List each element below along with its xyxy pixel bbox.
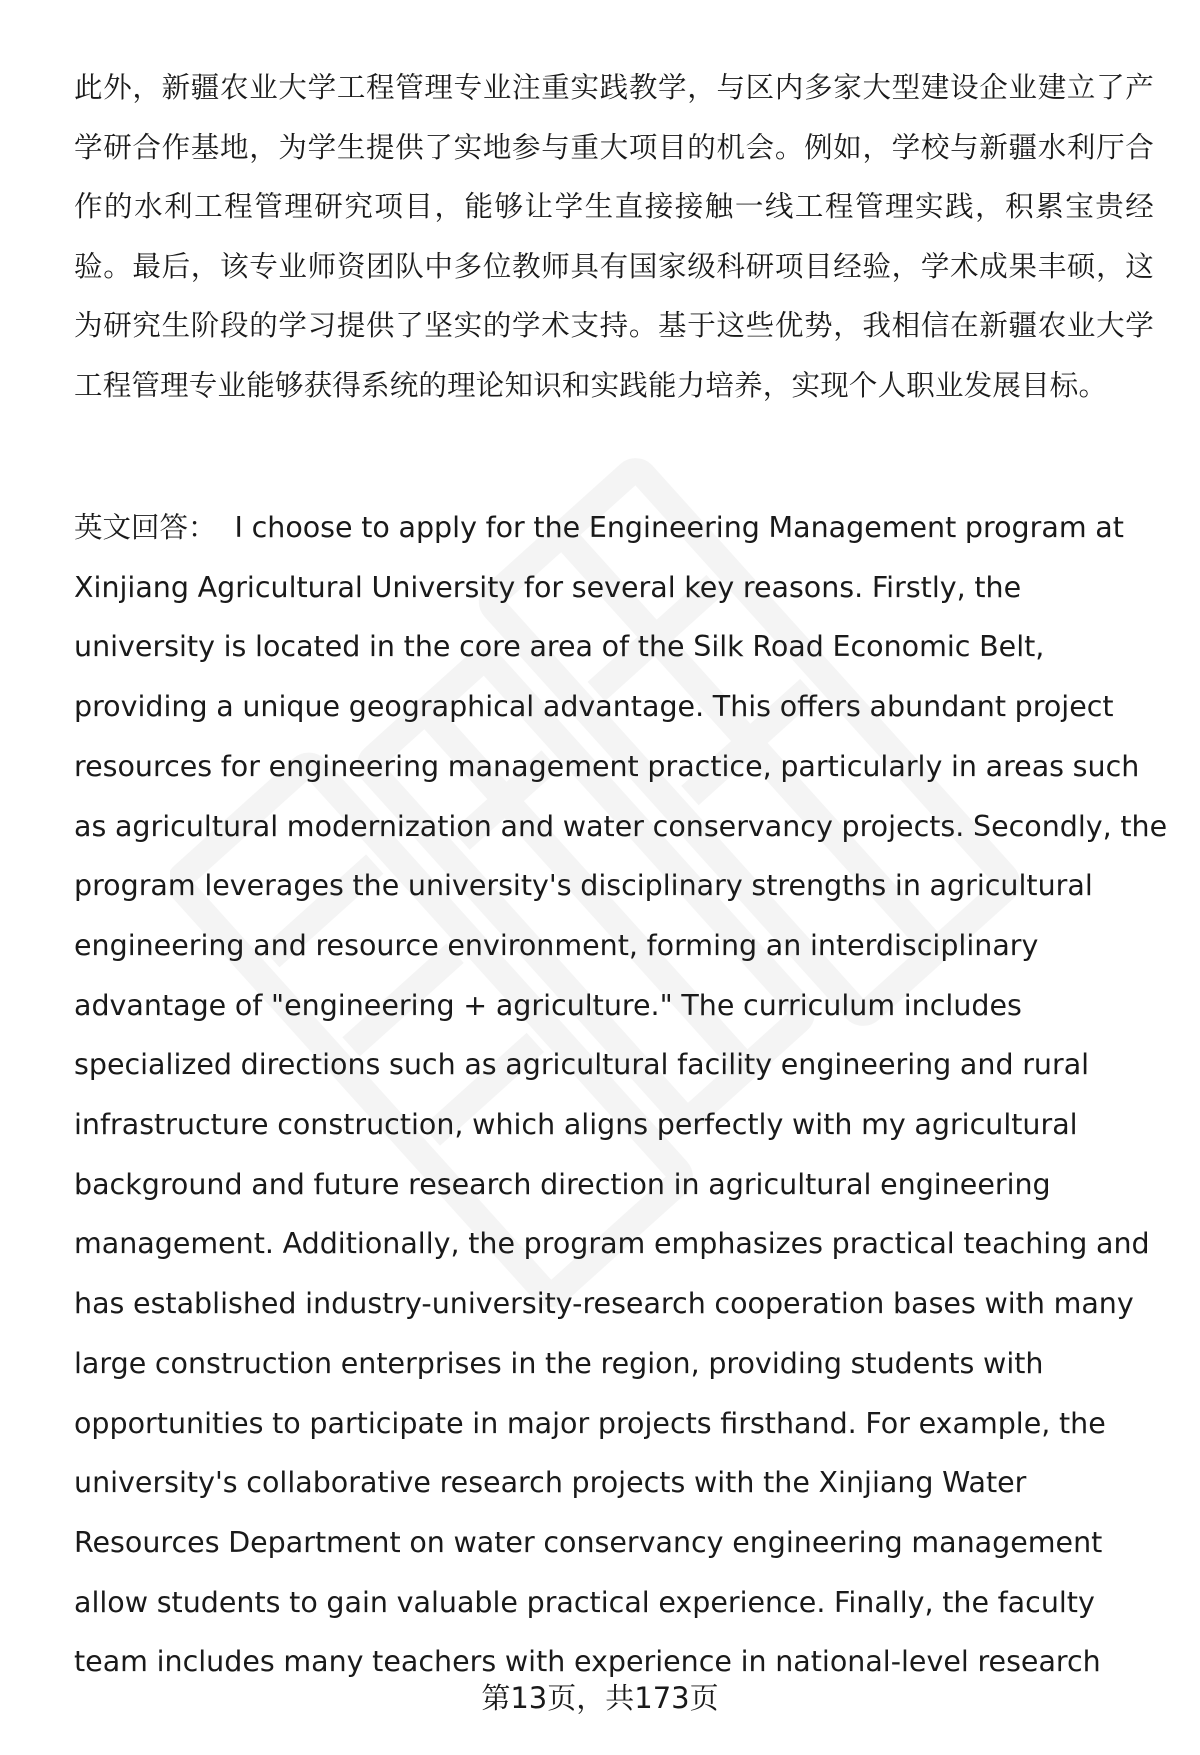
english-answer-paragraph (74, 498, 1170, 1692)
page-number-footer: 第13页，共173页 (481, 1681, 719, 1715)
english-answer-label: 英文回答： (74, 511, 217, 544)
chinese-paragraph: 此外，新疆农业大学工程管理专业注重实践教学，与区内多家大型建设企业建立了产学研合作基地，为学生提供了实地参与重大项目的机会。例如，学校与新疆水利厅合作的水利工程管理研究项目，能够让学生直接接触一线工程管理实践，积累宝贵经验。最后，该专业师资团队中多位教师具有国家级科研项目经验，学术成果丰硕，这为研究生阶段的学习提供了坚实的学术支持。基于这些优势，我相信在新疆农业大学工程管理专业能够获得系统的理论知识和实践能力培养，实现个人职业发展目标。 (74, 71, 1154, 402)
english-answer-text: I choose to apply for the Engineering Management program at Xinjiang Agricultural University for several key reasons. Firstly, the university is located in the core area of the Silk Road Economic Belt, providing a unique geographical advantage. This offers abundant project resources for engineering management practice, particularly in areas such as agricultural modernization and water conservancy projects. Secondly, the program leverages the university's disciplinary strengths in agricultural engineering and resource environment, forming an interdisciplinary advantage of "engineering + agriculture." The curriculum includes specialized directions such as agricultural facility engineering and rural infrastructure construction, which aligns perfectly with my agricultural background and future research direction in agricultural engineering management. Additionally, the program emphasizes practical teaching and has established industry-university-research cooperation bases with many large construction enterprises in the region, providing students with opportunities to participate in major projects firsthand. For example, the university's collaborative research projects with the Xinjiang Water Resources Department on water conservancy engineering management allow students to gain valuable practical experience. Finally, the faculty team includes many teachers with experience in national-level research (74, 511, 1168, 1679)
